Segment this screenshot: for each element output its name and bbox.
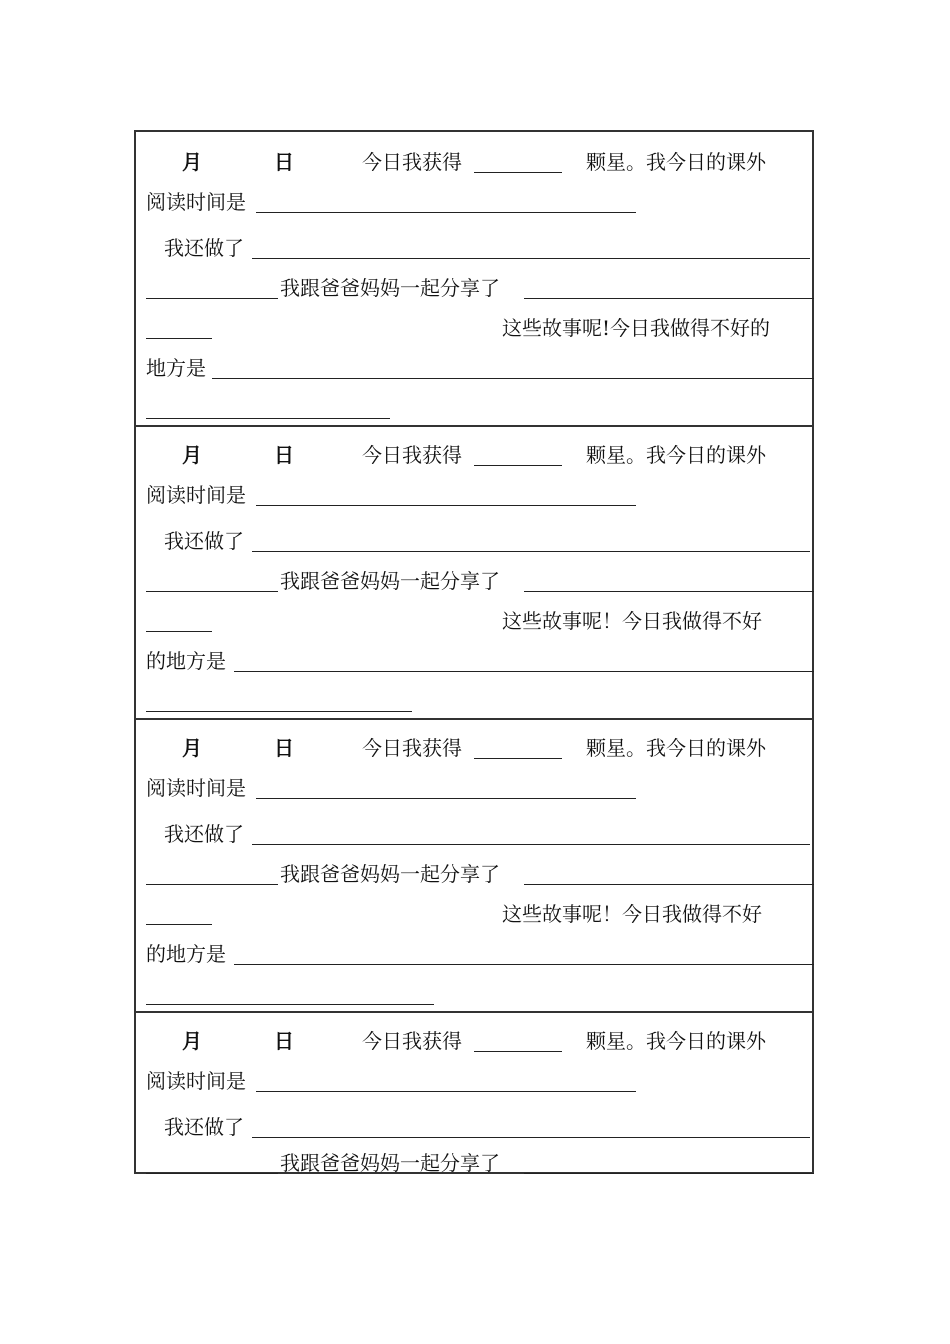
stars-suffix: 颗星。我今日的课外: [586, 1029, 766, 1053]
reading-time-blank[interactable]: [256, 1091, 636, 1092]
stories-text: 这些故事呢！今日我做得不好: [502, 902, 762, 926]
also-did-label: 我还做了: [164, 236, 244, 260]
stars-suffix: 颗星。我今日的课外: [586, 150, 766, 174]
reading-time-label: 阅读时间是: [146, 190, 246, 214]
shared-label: 我跟爸爸妈妈一起分享了: [280, 1151, 500, 1175]
shared-blank-lead[interactable]: [146, 591, 278, 592]
also-did-label: 我还做了: [164, 1115, 244, 1139]
bad-place-blank[interactable]: [212, 378, 814, 379]
stories-blank[interactable]: [146, 338, 212, 339]
also-did-blank[interactable]: [252, 844, 810, 845]
reading-time-blank[interactable]: [256, 798, 636, 799]
log-entry-4: [136, 1011, 812, 1175]
log-entry-3: [136, 718, 812, 1011]
month-label: 月: [182, 1029, 202, 1053]
stories-text: 这些故事呢！今日我做得不好: [502, 609, 762, 633]
day-label: 日: [274, 736, 294, 760]
log-entry-1: [136, 132, 812, 425]
stars-blank[interactable]: [474, 1051, 562, 1052]
bad-place-label: 的地方是: [146, 649, 226, 673]
bad-place-blank[interactable]: [234, 671, 814, 672]
shared-label: 我跟爸爸妈妈一起分享了: [280, 862, 500, 886]
reading-time-label: 阅读时间是: [146, 776, 246, 800]
shared-blank[interactable]: [524, 591, 814, 592]
stars-suffix: 颗星。我今日的课外: [586, 736, 766, 760]
shared-blank[interactable]: [524, 884, 814, 885]
shared-blank[interactable]: [524, 298, 814, 299]
also-did-label: 我还做了: [164, 822, 244, 846]
stories-text: 这些故事呢!今日我做得不好的: [502, 316, 771, 340]
shared-blank-lead[interactable]: [146, 884, 278, 885]
shared-blank[interactable]: [524, 1173, 814, 1174]
also-did-blank[interactable]: [252, 551, 810, 552]
stories-blank[interactable]: [146, 631, 212, 632]
month-label: 月: [182, 736, 202, 760]
stars-prefix: 今日我获得: [362, 736, 462, 760]
shared-label: 我跟爸爸妈妈一起分享了: [280, 276, 500, 300]
stars-prefix: 今日我获得: [362, 1029, 462, 1053]
stars-blank[interactable]: [474, 465, 562, 466]
shared-label: 我跟爸爸妈妈一起分享了: [280, 569, 500, 593]
bad-place-label: 的地方是: [146, 942, 226, 966]
reading-time-label: 阅读时间是: [146, 1069, 246, 1093]
shared-blank-lead[interactable]: [146, 298, 278, 299]
log-entry-2: [136, 425, 812, 718]
also-did-blank[interactable]: [252, 258, 810, 259]
reading-log-sheet: [134, 130, 814, 1174]
day-label: 日: [274, 150, 294, 174]
reading-time-blank[interactable]: [256, 212, 636, 213]
stars-suffix: 颗星。我今日的课外: [586, 443, 766, 467]
stars-blank[interactable]: [474, 758, 562, 759]
month-label: 月: [182, 150, 202, 174]
month-label: 月: [182, 443, 202, 467]
day-label: 日: [274, 443, 294, 467]
stars-blank[interactable]: [474, 172, 562, 173]
bad-place-blank-continued[interactable]: [146, 711, 412, 712]
bad-place-label: 地方是: [146, 356, 206, 380]
stories-blank[interactable]: [146, 924, 212, 925]
stars-prefix: 今日我获得: [362, 443, 462, 467]
shared-blank-lead[interactable]: [146, 1173, 278, 1174]
also-did-blank[interactable]: [252, 1137, 810, 1138]
also-did-label: 我还做了: [164, 529, 244, 553]
bad-place-blank-continued[interactable]: [146, 418, 390, 419]
reading-time-blank[interactable]: [256, 505, 636, 506]
stars-prefix: 今日我获得: [362, 150, 462, 174]
bad-place-blank[interactable]: [234, 964, 814, 965]
day-label: 日: [274, 1029, 294, 1053]
reading-time-label: 阅读时间是: [146, 483, 246, 507]
bad-place-blank-continued[interactable]: [146, 1004, 434, 1005]
